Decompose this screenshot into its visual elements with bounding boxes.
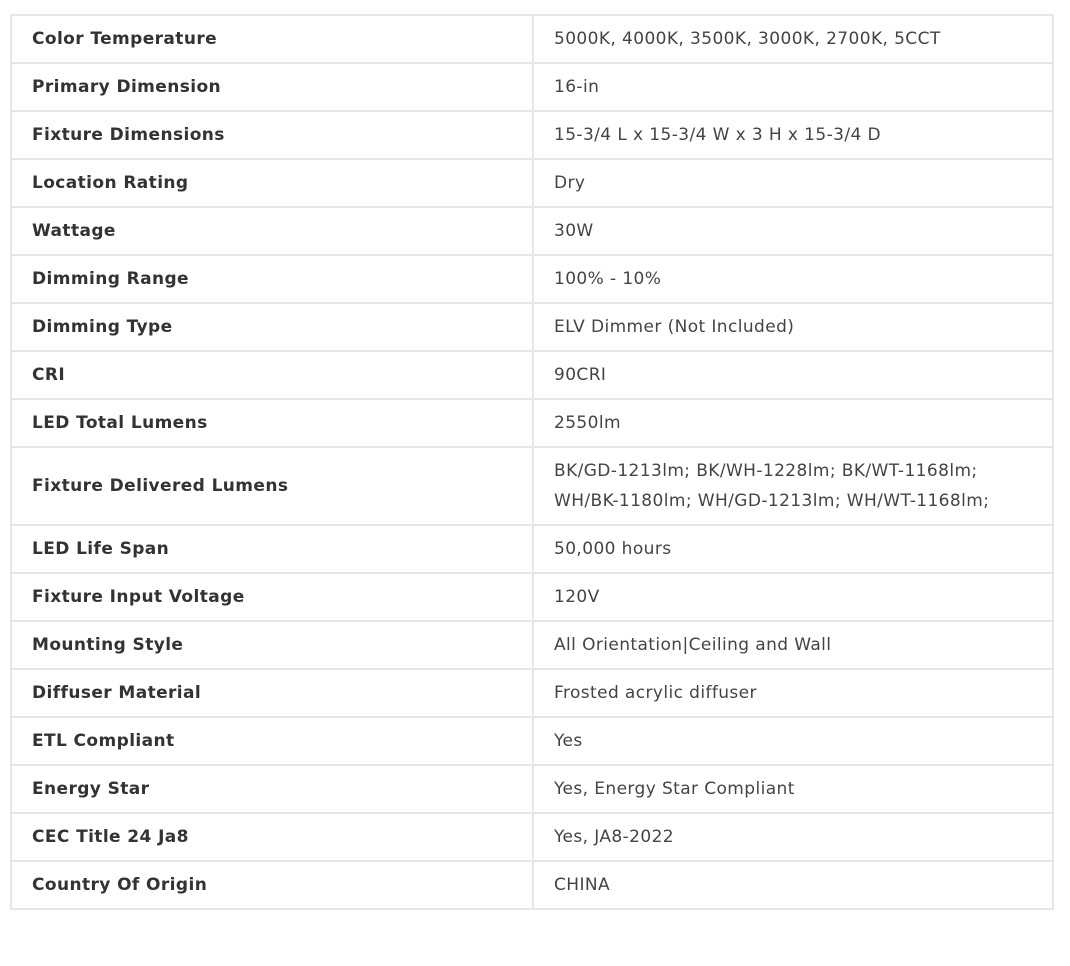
- spec-value-line: CHINA: [554, 875, 611, 895]
- spec-row: [11, 255, 1053, 303]
- spec-value-line: WH/BK-1180lm; WH/GD-1213lm; WH/WT-1168lm;: [554, 491, 990, 511]
- spec-value-line: 5000K, 4000K, 3500K, 3000K, 2700K, 5CCT: [554, 29, 941, 49]
- spec-label: Dimming Range: [11, 255, 533, 303]
- spec-value-line: Yes, JA8-2022: [554, 827, 675, 847]
- spec-value: [533, 351, 1053, 399]
- spec-value-line: 2550lm: [554, 413, 621, 433]
- spec-value-line: 100% - 10%: [554, 269, 662, 289]
- spec-label: LED Total Lumens: [11, 399, 533, 447]
- spec-row: [11, 861, 1053, 909]
- specifications-table-body: [11, 15, 1053, 909]
- spec-value-line: 30W: [554, 221, 594, 241]
- spec-row: [11, 447, 1053, 525]
- spec-label: CEC Title 24 Ja8: [11, 813, 533, 861]
- spec-row: [11, 15, 1053, 63]
- spec-value-line: 120V: [554, 587, 600, 607]
- spec-label: Country Of Origin: [11, 861, 533, 909]
- spec-value: [533, 63, 1053, 111]
- spec-row: [11, 765, 1053, 813]
- spec-label: Diffuser Material: [11, 669, 533, 717]
- spec-value: [533, 861, 1053, 909]
- spec-label: Mounting Style: [11, 621, 533, 669]
- spec-label: Wattage: [11, 207, 533, 255]
- spec-value-line: 90CRI: [554, 365, 607, 385]
- spec-value: [533, 207, 1053, 255]
- spec-row: [11, 573, 1053, 621]
- spec-row: [11, 159, 1053, 207]
- spec-label: Fixture Dimensions: [11, 111, 533, 159]
- spec-value: [533, 15, 1053, 63]
- spec-row: [11, 525, 1053, 573]
- spec-value: [533, 669, 1053, 717]
- spec-value: [533, 399, 1053, 447]
- spec-label: Dimming Type: [11, 303, 533, 351]
- spec-value: [533, 111, 1053, 159]
- spec-row: [11, 813, 1053, 861]
- spec-label: Primary Dimension: [11, 63, 533, 111]
- spec-row: [11, 303, 1053, 351]
- spec-value: [533, 447, 1053, 525]
- spec-row: [11, 621, 1053, 669]
- spec-value-line: Dry: [554, 173, 586, 193]
- spec-value: [533, 159, 1053, 207]
- spec-value: [533, 765, 1053, 813]
- spec-label: LED Life Span: [11, 525, 533, 573]
- spec-value: [533, 525, 1053, 573]
- spec-value-line: Yes, Energy Star Compliant: [554, 779, 795, 799]
- spec-value-line: ELV Dimmer (Not Included): [554, 317, 795, 337]
- spec-row: [11, 63, 1053, 111]
- spec-value-line: 16-in: [554, 77, 600, 97]
- spec-value-line: Yes: [554, 731, 583, 751]
- spec-label: CRI: [11, 351, 533, 399]
- spec-value-line: Frosted acrylic diffuser: [554, 683, 757, 703]
- spec-row: [11, 111, 1053, 159]
- spec-row: [11, 351, 1053, 399]
- spec-value-line: 50,000 hours: [554, 539, 672, 559]
- spec-value: [533, 303, 1053, 351]
- specifications-table: [10, 14, 1054, 910]
- spec-value: [533, 621, 1053, 669]
- spec-label: Location Rating: [11, 159, 533, 207]
- spec-label: ETL Compliant: [11, 717, 533, 765]
- spec-label: Energy Star: [11, 765, 533, 813]
- spec-label: Fixture Input Voltage: [11, 573, 533, 621]
- spec-value-line: BK/GD-1213lm; BK/WH-1228lm; BK/WT-1168lm;: [554, 461, 978, 481]
- spec-value: [533, 255, 1053, 303]
- spec-label: Color Temperature: [11, 15, 533, 63]
- spec-value: [533, 573, 1053, 621]
- spec-value-line: 15-3/4 L x 15-3/4 W x 3 H x 15-3/4 D: [554, 125, 881, 145]
- spec-row: [11, 717, 1053, 765]
- spec-row: [11, 207, 1053, 255]
- spec-label: Fixture Delivered Lumens: [11, 447, 533, 525]
- spec-row: [11, 399, 1053, 447]
- spec-row: [11, 669, 1053, 717]
- spec-value-line: All Orientation|Ceiling and Wall: [554, 635, 832, 655]
- spec-value: [533, 813, 1053, 861]
- spec-value: [533, 717, 1053, 765]
- specifications-table-container: [10, 14, 1054, 910]
